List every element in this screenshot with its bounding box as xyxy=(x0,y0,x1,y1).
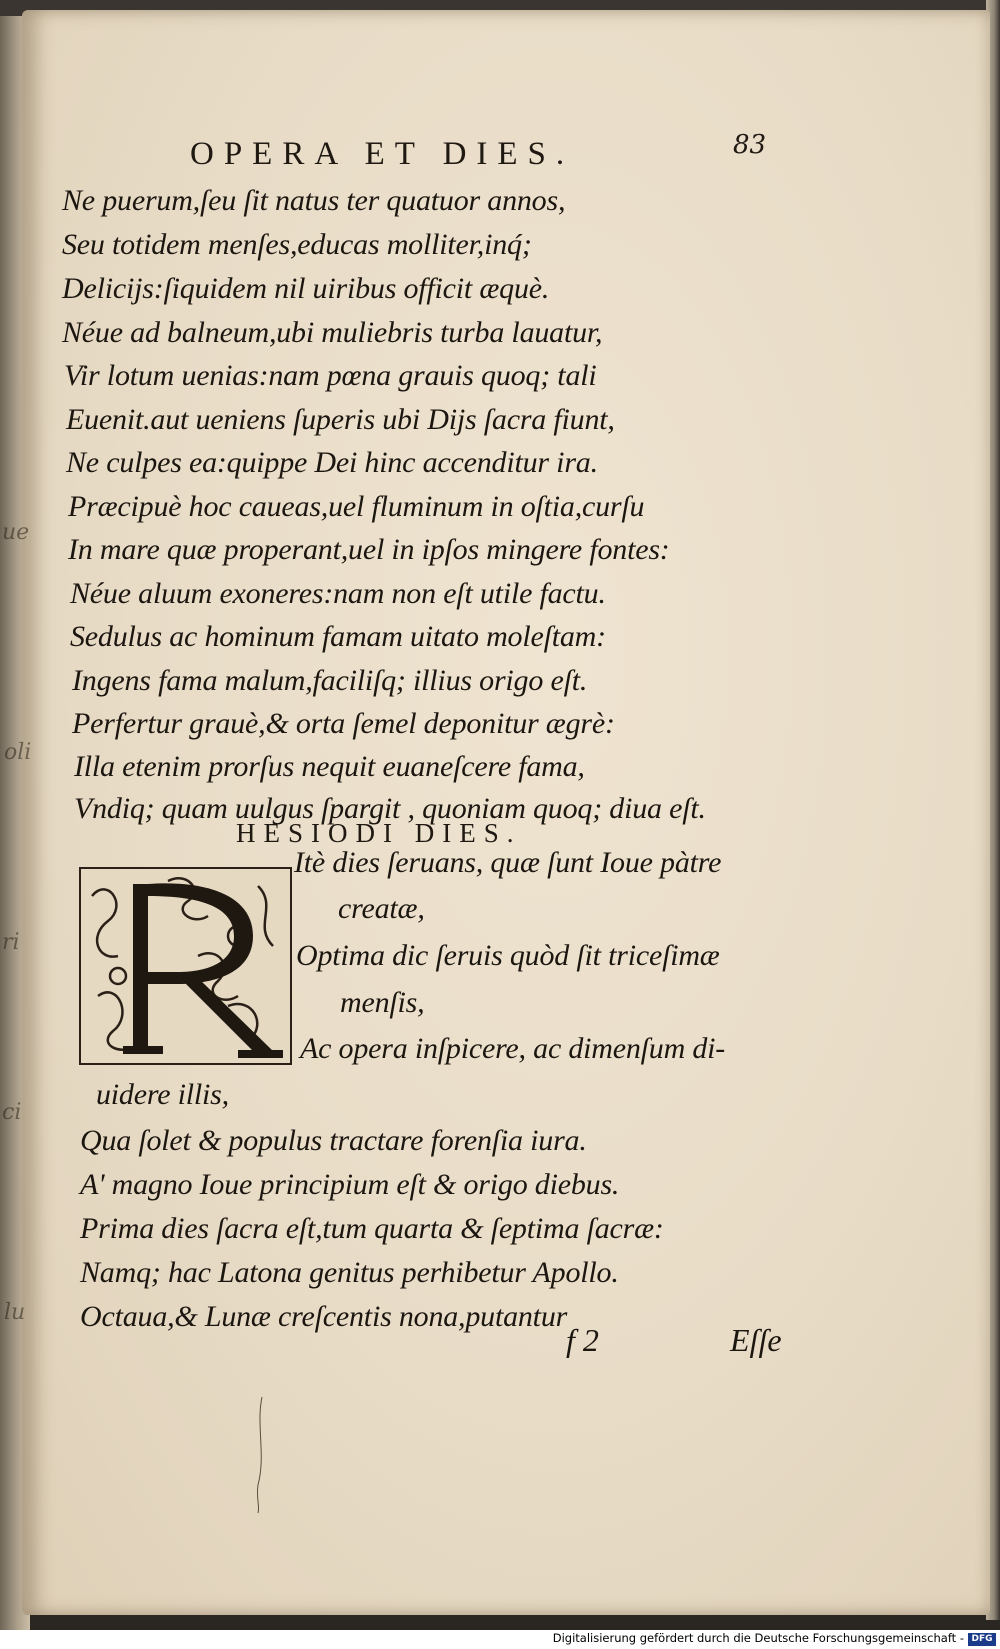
section-title: HESIODI DIES. xyxy=(236,818,522,848)
verse-line: menſis, xyxy=(340,986,425,1019)
folio-number: 83 xyxy=(733,130,767,160)
verse-line: Præcipuè hoc caueas,uel fluminum in oſtia,curſu xyxy=(68,490,645,523)
verse-line: Sedulus ac hominum famam uitato moleſtam: xyxy=(70,620,606,653)
verse-line: Ne puerum,ſeu ſit natus ter quatuor annos, xyxy=(62,184,566,217)
bleed-mark: ri xyxy=(2,930,20,955)
decorated-initial-r xyxy=(78,866,293,1066)
verse-line: Itè dies ſeruans, quæ ſunt Ioue pàtre xyxy=(294,846,722,879)
verse-line: Néue ad balneum,ubi muliebris turba lauatur, xyxy=(62,316,603,349)
running-head: OPERA ET DIES. xyxy=(190,136,575,172)
bleed-mark: ue xyxy=(2,520,30,545)
verse-line: Néue aluum exoneres:nam non eſt utile factu. xyxy=(70,577,606,610)
verse-line: In mare quæ properant,uel in ipſos mingere fontes: xyxy=(68,533,670,566)
verse-line: uidere illis, xyxy=(96,1078,229,1111)
verse-line: Optima dic ſeruis quòd ſit triceſimæ xyxy=(296,939,720,972)
verse-line: Ac opera inſpicere, ac dimenſum di- xyxy=(300,1032,726,1065)
bleed-mark: lu xyxy=(4,1300,26,1325)
verse-line: creatæ, xyxy=(338,892,425,925)
verse-line: Illa etenim prorſus nequit euaneſcere fama, xyxy=(74,750,585,783)
ink-hair-mark xyxy=(250,1395,270,1515)
dfg-logo: DFG xyxy=(968,1633,996,1646)
verse-line: Prima dies ſacra eſt,tum quarta & ſeptima ſacræ: xyxy=(80,1212,664,1245)
verse-line: Vir lotum uenias:nam pœna grauis quoq; tali xyxy=(64,359,597,392)
verse-line: A' magno Ioue principium eſt & origo diebus. xyxy=(80,1168,620,1201)
footer-credit: Digitalisierung gefördert durch die Deutsche Forschungsgemeinschaft - xyxy=(552,1631,964,1645)
signature-mark: f 2 xyxy=(566,1322,599,1358)
verse-line: Octaua,& Lunæ creſcentis nona,putantur xyxy=(80,1300,568,1333)
verse-line: Seu totidem menſes,educas molliter,inq́; xyxy=(62,228,532,261)
verse-line: Euenit.aut ueniens ſuperis ubi Dijs ſacra fiunt, xyxy=(66,403,615,436)
bleed-mark: oli xyxy=(4,740,32,765)
verse-line: Ingens fama malum,faciliſq; illius origo eſt. xyxy=(72,664,588,697)
bleed-mark: ci xyxy=(2,1100,22,1125)
catchword: Eſſe xyxy=(730,1322,782,1358)
verse-line: Perfertur grauè,& orta ſemel deponitur ægrè: xyxy=(72,707,615,740)
verse-line: Namq; hac Latona genitus perhibetur Apollo. xyxy=(80,1256,619,1289)
verse-line: Qua ſolet & populus tractare forenſia iura. xyxy=(80,1124,587,1157)
verse-line: Vndiq; quam uulgus ſpargit , quoniam quoq; diua eſt. xyxy=(74,792,706,825)
verse-line: Delicijs:ſiquidem nil uiribus officit æquè. xyxy=(62,272,550,305)
verse-line: Ne culpes ea:quippe Dei hinc accenditur ira. xyxy=(66,446,598,479)
